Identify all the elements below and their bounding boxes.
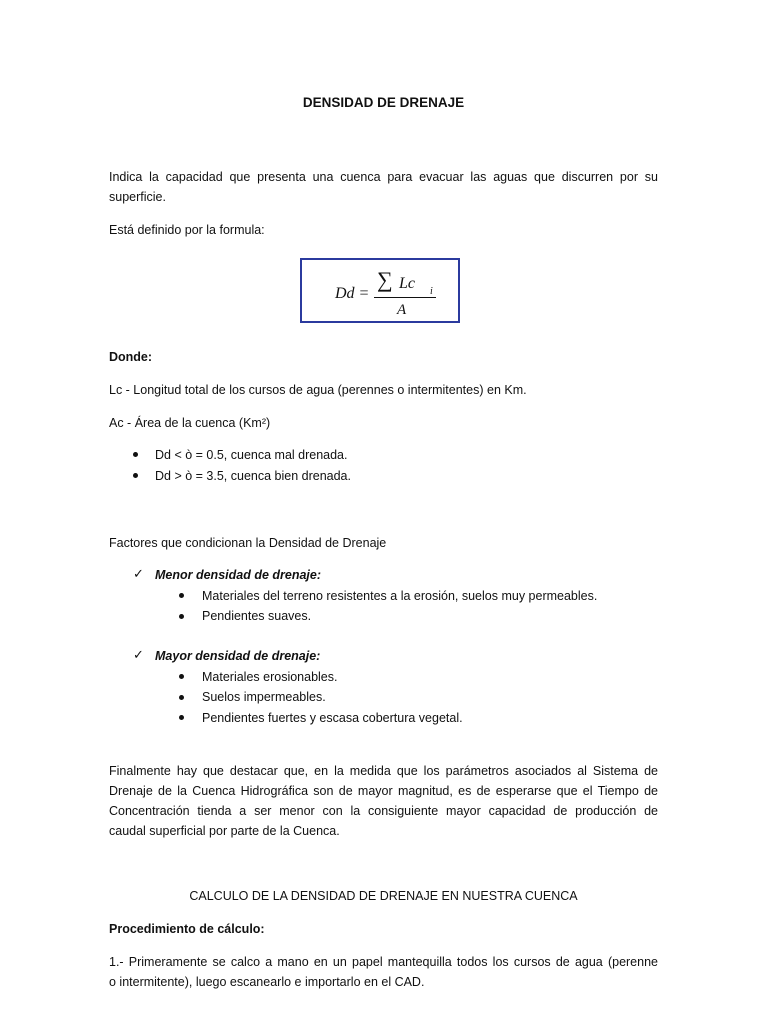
bullet-dot bbox=[133, 473, 138, 478]
mayor-item: Pendientes fuertes y escasa cobertura vegetal. bbox=[202, 711, 463, 725]
bullet-dot bbox=[179, 593, 184, 598]
step-line: 1.- Primeramente se calco a mano en un papel mantequilla todos los cursos de agua (perenne bbox=[109, 955, 658, 969]
bullet-dot bbox=[179, 674, 184, 679]
calc-heading: CALCULO DE LA DENSIDAD DE DRENAJE EN NUESTRA CUENCA bbox=[189, 889, 578, 903]
defined-by-text: Está definido por la formula: bbox=[109, 223, 265, 237]
formula-box bbox=[300, 258, 460, 323]
check-icon: ✓ bbox=[133, 647, 144, 662]
factors-heading: Factores que condicionan la Densidad de Drenaje bbox=[109, 536, 387, 550]
donde-label: Donde: bbox=[109, 350, 153, 364]
menor-item: Pendientes suaves. bbox=[202, 609, 312, 623]
dd-item: Dd > ò = 3.5, cuenca bien drenada. bbox=[155, 469, 351, 483]
check-icon: ✓ bbox=[133, 566, 144, 581]
final-line: Drenaje de la Cuenca Hidrográfica son de mayor magnitud, es de esperarse que el Tiempo de bbox=[109, 784, 658, 798]
sum-symbol: ∑ bbox=[377, 267, 393, 292]
bullet-dot bbox=[179, 614, 184, 619]
fraction-bar bbox=[374, 297, 436, 298]
procedure-heading: Procedimiento de cálculo: bbox=[109, 922, 265, 936]
intro-paragraph: Indica la capacidad que presenta una cuenca para evacuar las aguas que discurren por su superficie. bbox=[109, 170, 658, 204]
mayor-label: Mayor densidad de drenaje: bbox=[155, 649, 321, 663]
lc-definition: Lc - Longitud total de los cursos de agua (perennes o intermitentes) en Km. bbox=[109, 383, 527, 397]
bullet-dot bbox=[179, 695, 184, 700]
final-paragraph bbox=[109, 761, 658, 841]
formula-numerator: Lc bbox=[399, 275, 415, 292]
bullet-dot bbox=[179, 715, 184, 720]
step-1-paragraph bbox=[109, 952, 658, 992]
menor-item: Materiales del terreno resistentes a la erosión, suelos muy permeables. bbox=[202, 589, 598, 603]
formula-denominator: A bbox=[397, 302, 407, 318]
final-line: caudal superficial por parte de la Cuenca. bbox=[109, 824, 340, 838]
bullet-dot bbox=[133, 452, 138, 457]
formula-lhs: Dd = bbox=[335, 285, 370, 302]
final-line: Finalmente hay que destacar que, en la medida que los parámetros asociados al Sistema de bbox=[109, 764, 658, 778]
document-title: DENSIDAD DE DRENAJE bbox=[302, 95, 465, 110]
ac-definition: Ac - Área de la cuenca (Km²) bbox=[109, 416, 271, 430]
formula-subscript: i bbox=[430, 286, 433, 297]
final-line: Concentración tienda a ser menor con la consiguiente mayor capacidad de producción de bbox=[109, 804, 658, 818]
mayor-item: Suelos impermeables. bbox=[202, 690, 326, 704]
mayor-item: Materiales erosionables. bbox=[202, 670, 338, 684]
dd-item: Dd < ò = 0.5, cuenca mal drenada. bbox=[155, 448, 348, 462]
menor-label: Menor densidad de drenaje: bbox=[155, 568, 322, 582]
step-line: o intermitente), luego escanearlo e importarlo en el CAD. bbox=[109, 975, 425, 989]
